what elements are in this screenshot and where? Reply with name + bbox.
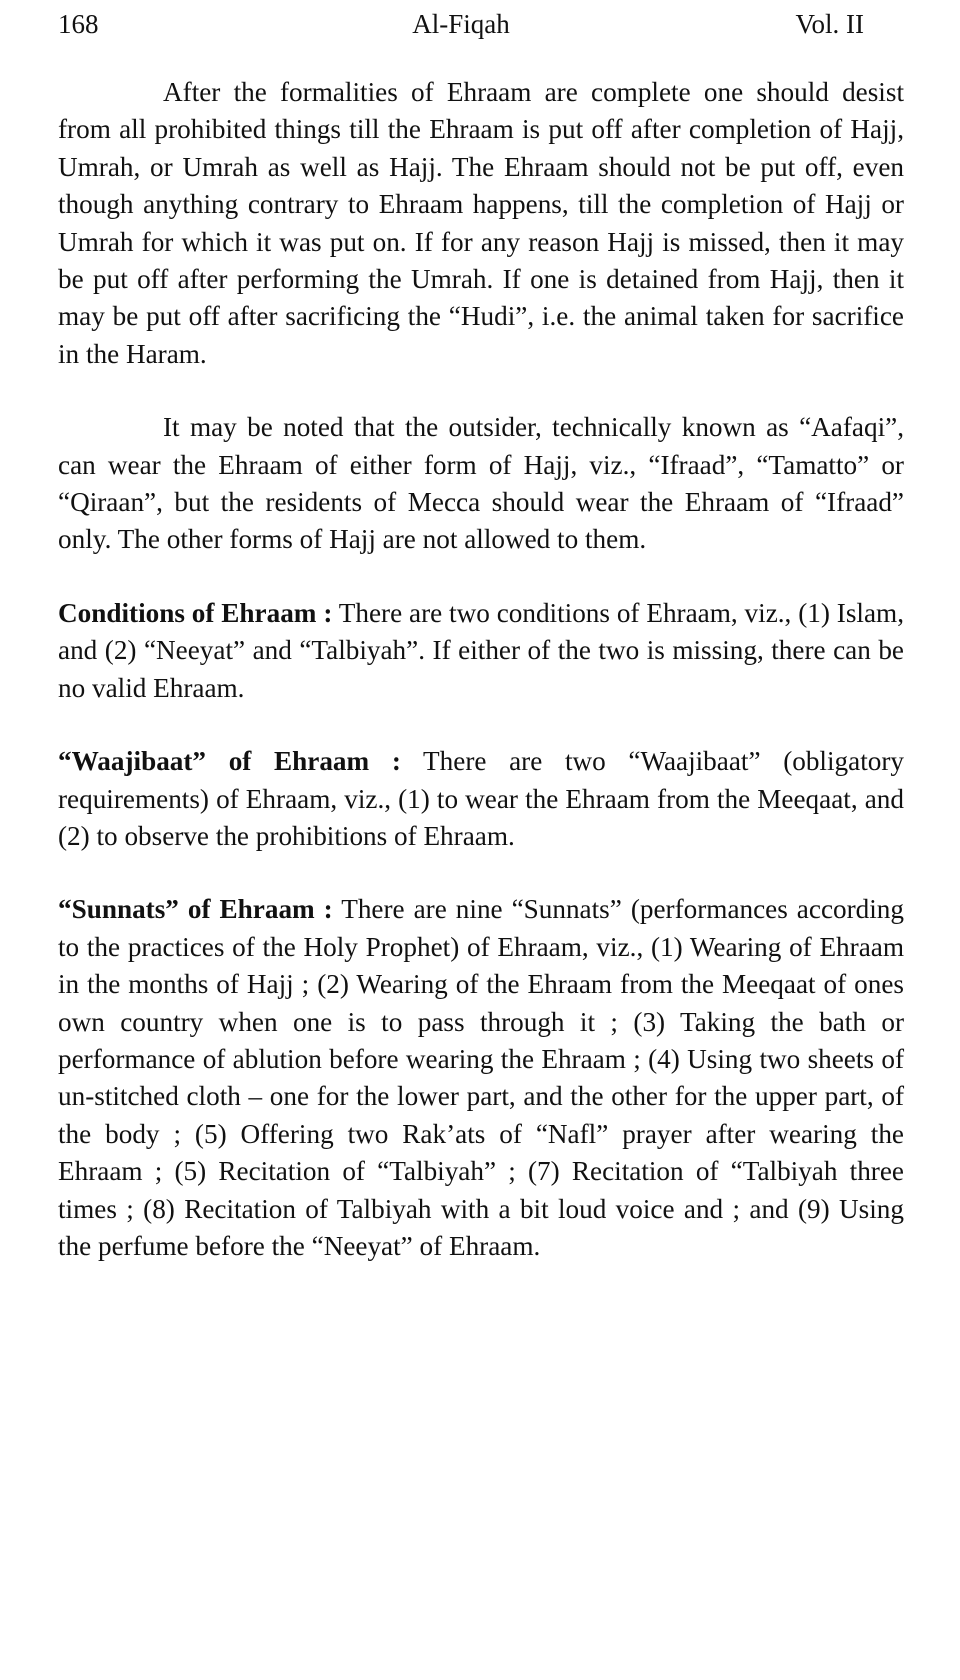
paragraph-text: After the formalities of Ehraam are complete one should desist from all prohibited things till the Ehraam is put off after completion of Hajj, Umrah, or Umrah as well as Hajj. The Ehraam should not be put off, even though anything contrary to Ehraam happens, till the completion of Hajj or Umrah for which it was put on. If for any reason Hajj is missed, then it may be put off after performing the Umrah. If one is detained from Hajj, then it may be put off after sacrificing the “Hudi”, i.e. the animal taken for sacrifice in the Haram. xyxy=(58,77,904,369)
paragraph-waajibaat-of-ehraam xyxy=(58,743,904,855)
section-heading: “Waajibaat” of Ehraam : xyxy=(58,746,401,777)
paragraph-text: There are two “Waajibaat” (obligatory requirements) of Ehraam, viz., (1) to wear the Ehraam from the Meeqaat, and (2) to observe the prohibitions of Ehraam. xyxy=(58,746,904,851)
paragraph-conditions-of-ehraam xyxy=(58,595,904,707)
paragraph-text: It may be noted that the outsider, technically known as “Aafaqi”, can wear the Ehraam of either form of Hajj, viz., “Ifraad”, “Tamatto” or “Qiraan”, but the residents of Mecca should wear the Ehraam of “Ifraad” only. The other forms of Hajj are not allowed to them. xyxy=(58,412,904,555)
paragraph-sunnats-of-ehraam xyxy=(58,891,904,1265)
volume-label: Vol. II xyxy=(795,9,864,39)
page-header xyxy=(58,4,864,44)
section-heading: Conditions of Ehraam : xyxy=(58,597,333,628)
page-number: 168 xyxy=(58,9,99,39)
body-text xyxy=(58,74,904,1301)
paragraph-text: There are nine “Sunnats” (performances according to the practices of the Holy Prophet) of Ehraam, viz., (1) Wearing of Ehraam in the months of Hajj ; (2) Wearing of the Ehraam from the Meeqaat of ones own country when one is to pass through it ; (3) Taking the bath or performance of ablution before wearing the Ehraam ; (4) Using two sheets of un-stitched cloth – one for the lower part, and the other for the upper part, of the body ; (5) Offering two Rak’ats of “Nafl” prayer after wearing the Ehraam ; (5) Recitation of “Talbiyah” ; (7) Recitation of “Talbiyah three times ; (8) Recitation of Talbiyah with a bit loud voice and ; and (9) Using the perfume before the “Neeyat” of Ehraam. xyxy=(58,894,904,1261)
paragraph-text: There are two conditions of Ehraam, viz., (1) Islam, and (2) “Neeyat” and “Talbiyah”. If either of the two is missing, there can be no valid Ehraam. xyxy=(58,597,904,703)
paragraph-ehraam-formalities xyxy=(58,74,904,373)
book-title: Al-Fiqah xyxy=(412,9,510,39)
section-heading: “Sunnats” of Ehraam : xyxy=(58,894,333,925)
paragraph-aafaqi-note xyxy=(58,409,904,559)
